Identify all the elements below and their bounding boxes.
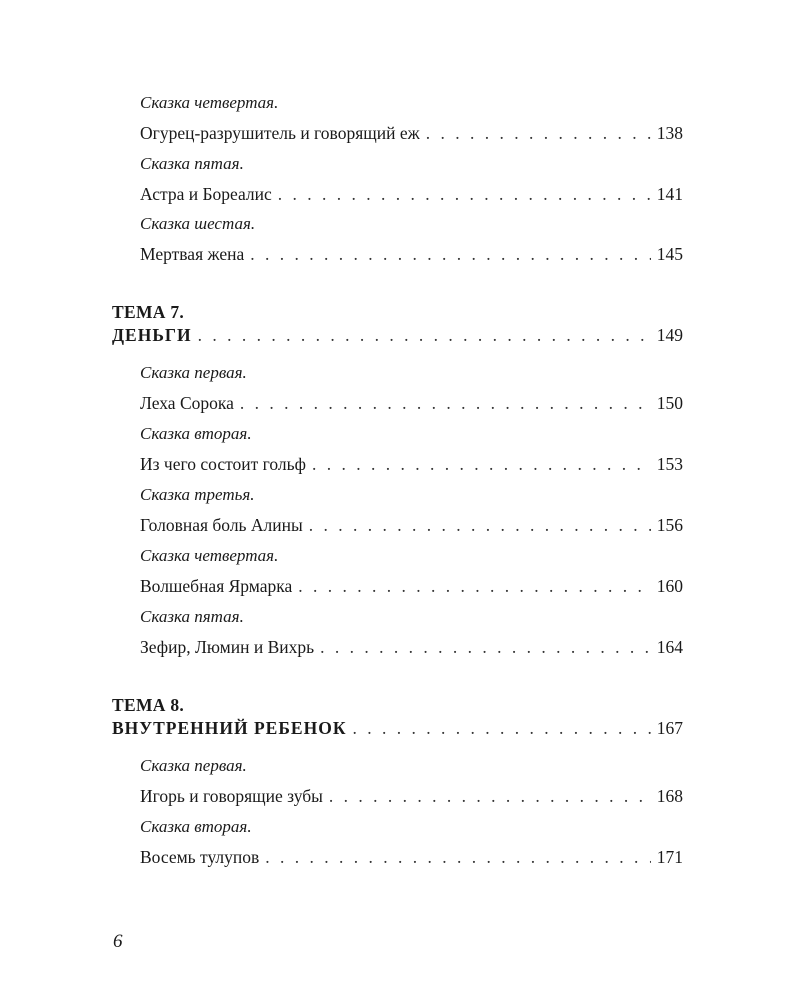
story-title: Мертвая жена (140, 244, 245, 264)
dot-leader (198, 324, 651, 346)
page-ref: 168 (656, 786, 683, 806)
page-ref: 150 (656, 393, 683, 413)
page-ref: 149 (656, 325, 683, 345)
story-title: Из чего состоит гольф (140, 454, 306, 474)
toc-story (140, 545, 683, 597)
page-number: 6 (113, 931, 123, 952)
toc-entry[interactable] (140, 575, 683, 597)
toc-story (140, 484, 683, 536)
dot-leader (278, 183, 651, 205)
dot-leader (426, 122, 651, 144)
story-subtitle: Сказка первая. (140, 363, 247, 382)
toc-theme-heading (112, 694, 683, 739)
theme-number: ТЕМА 8. (112, 695, 185, 715)
toc-story (140, 606, 683, 658)
dot-leader (309, 514, 651, 536)
page-ref: 164 (656, 637, 683, 657)
story-title: Волшебная Ярмарка (140, 576, 293, 596)
toc-story (140, 213, 683, 265)
theme-entry[interactable] (112, 324, 683, 346)
dot-leader (312, 453, 651, 475)
story-title: Игорь и говорящие зубы (140, 786, 323, 806)
dot-leader (329, 785, 651, 807)
theme-number: ТЕМА 7. (112, 302, 185, 322)
story-subtitle: Сказка пятая. (140, 154, 244, 173)
toc-entry[interactable] (140, 183, 683, 205)
story-subtitle: Сказка четвертая. (140, 93, 279, 112)
story-subtitle: Сказка пятая. (140, 607, 244, 626)
page-ref: 145 (656, 244, 683, 264)
story-subtitle: Сказка первая. (140, 756, 247, 775)
story-title: Зефир, Люмин и Вихрь (140, 637, 315, 657)
story-subtitle: Сказка третья. (140, 485, 255, 504)
story-title: Восемь тулупов (140, 847, 260, 867)
page-ref: 171 (656, 847, 683, 867)
toc-story (140, 153, 683, 205)
page-ref: 160 (656, 576, 683, 596)
page-ref: 156 (656, 515, 683, 535)
toc-entry[interactable] (140, 514, 683, 536)
toc-entry[interactable] (140, 785, 683, 807)
story-subtitle: Сказка вторая. (140, 817, 252, 836)
toc-entry[interactable] (140, 392, 683, 414)
theme-entry[interactable] (112, 717, 683, 739)
toc-story (140, 362, 683, 414)
toc-entry[interactable] (140, 243, 683, 265)
toc-story (140, 816, 683, 868)
story-title: Огурец-разрушитель и говорящий еж (140, 123, 420, 143)
dot-leader (250, 243, 651, 265)
toc-entry[interactable] (140, 122, 683, 144)
theme-title: ВНУТРЕННИЙ РЕБЕНОК (112, 718, 347, 738)
theme-title: ДЕНЬГИ (112, 325, 192, 345)
story-title: Астра и Бореалис (140, 184, 272, 204)
story-subtitle: Сказка вторая. (140, 424, 252, 443)
toc-story (140, 423, 683, 475)
toc-story (140, 92, 683, 144)
toc-entry[interactable] (140, 453, 683, 475)
story-title: Головная боль Алины (140, 515, 303, 535)
dot-leader (320, 636, 651, 658)
toc-theme-heading (112, 301, 683, 346)
dot-leader (298, 575, 650, 597)
page-ref: 141 (656, 184, 683, 204)
story-subtitle: Сказка шестая. (140, 214, 256, 233)
page-ref: 138 (656, 123, 683, 143)
dot-leader (265, 846, 650, 868)
dot-leader (240, 392, 651, 414)
story-title: Леха Сорока (140, 393, 234, 413)
toc-entry[interactable] (140, 846, 683, 868)
dot-leader (353, 717, 651, 739)
toc-entry[interactable] (140, 636, 683, 658)
page-ref: 167 (656, 718, 683, 738)
toc-story (140, 755, 683, 807)
story-subtitle: Сказка четвертая. (140, 546, 279, 565)
page-ref: 153 (656, 454, 683, 474)
